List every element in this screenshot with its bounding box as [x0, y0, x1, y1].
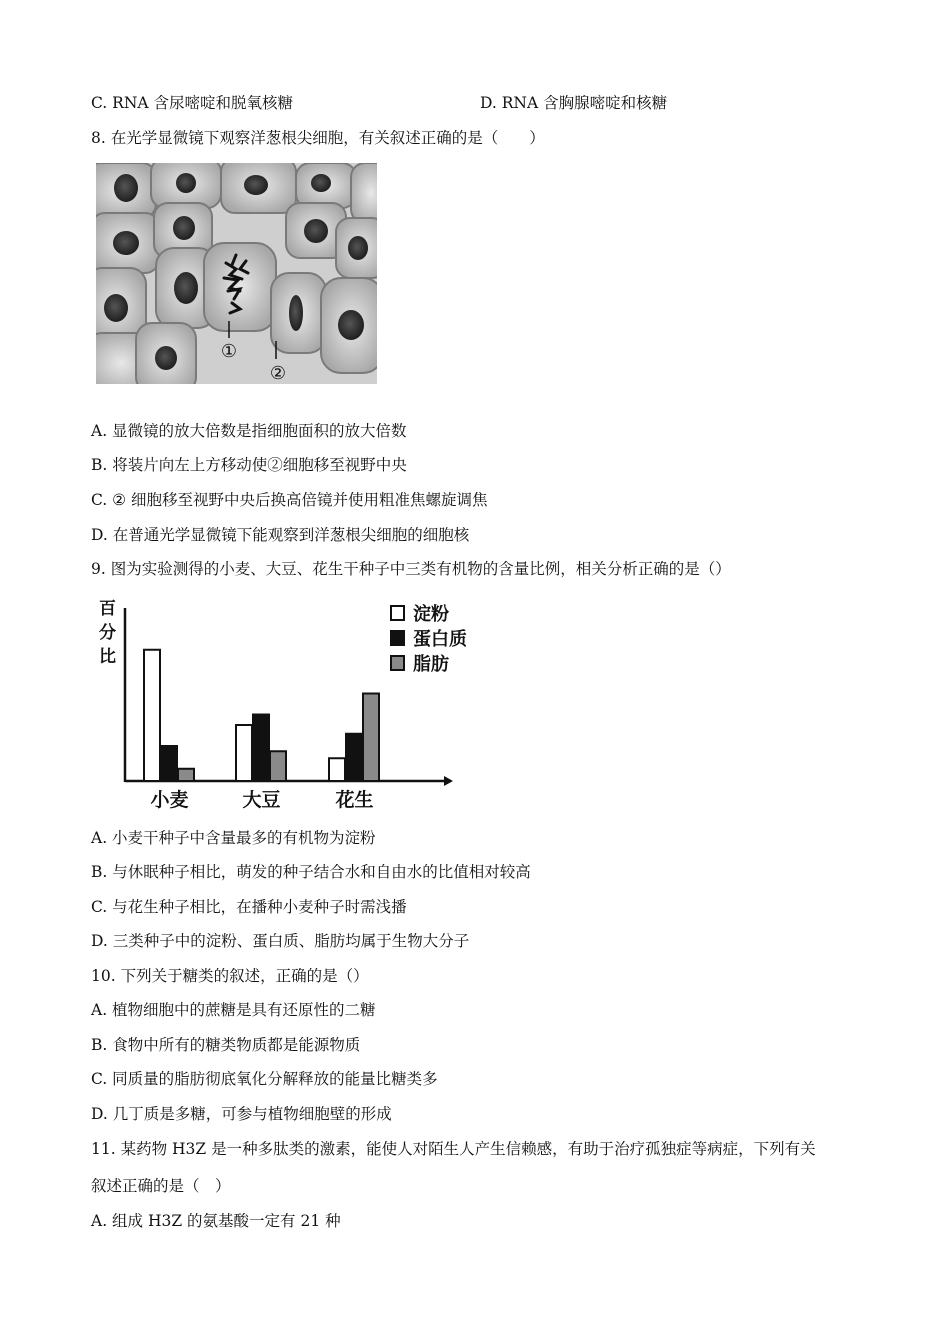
q11-stem-line1: 11. 某药物 H3Z 是一种多肽类的激素，能使人对陌生人产生信赖感，有助于治疗孤独症等病症，下列有关	[91, 1140, 816, 1158]
q10-option-a: A. 植物细胞中的蔗糖是具有还原性的二糖	[91, 1001, 376, 1019]
micrograph-image	[96, 163, 377, 384]
bar-2-0	[329, 758, 345, 781]
q10-option-b: B. 食物中所有的糖类物质都是能源物质	[91, 1036, 361, 1054]
bar-1-0	[236, 725, 252, 781]
bar-0-1	[161, 746, 177, 781]
q10-option-c: C. 同质量的脂肪彻底氧化分解释放的能量比糖类多	[91, 1070, 438, 1088]
bar-0-0	[144, 650, 160, 781]
legend-swatch	[391, 656, 404, 670]
y-axis-label: 百分比	[99, 599, 116, 667]
q9-option-d: D. 三类种子中的淀粉、蛋白质、脂肪均属于生物大分子	[91, 932, 470, 950]
x-tick-label: 花生	[335, 789, 374, 811]
legend-label: 蛋白质	[413, 629, 467, 650]
bar-2-1	[346, 734, 362, 781]
q7-option-c: C. RNA 含尿嘧啶和脱氧核糖	[91, 94, 294, 112]
x-tick-label: 大豆	[242, 789, 281, 811]
q11-stem-line2: 叙述正确的是（ ）	[91, 1177, 231, 1195]
figure-label-2: ②	[269, 363, 287, 384]
micrograph-onion-root-tip	[96, 163, 377, 384]
q10-option-d: D. 几丁质是多糖，可参与植物细胞壁的形成	[91, 1105, 392, 1123]
q8-option-b: B. 将装片向左上方移动使②细胞移至视野中央	[91, 456, 407, 474]
x-tick-label: 小麦	[150, 789, 189, 811]
x-axis-arrow	[444, 776, 453, 786]
bar-2-2	[363, 694, 379, 782]
q8-option-a: A. 显微镜的放大倍数是指细胞面积的放大倍数	[91, 422, 407, 440]
q11-option-a: A. 组成 H3Z 的氨基酸一定有 21 种	[91, 1212, 341, 1230]
legend-swatch	[391, 606, 404, 620]
seed-composition-chart	[96, 596, 496, 820]
bar-1-2	[270, 751, 286, 781]
q9-stem: 9. 图为实验测得的小麦、大豆、花生干种子中三类有机物的含量比例，相关分析正确的是（）	[91, 560, 731, 578]
chart-svg	[96, 596, 496, 816]
legend-label: 脂肪	[413, 654, 449, 675]
figure-label-1: ①	[220, 341, 238, 362]
bar-1-1	[253, 715, 269, 782]
q8-option-c: C. ② 细胞移至视野中央后换高倍镜并使用粗准焦螺旋调焦	[91, 491, 488, 509]
bar-0-2	[178, 769, 194, 781]
legend-swatch	[391, 631, 404, 645]
q10-stem: 10. 下列关于糖类的叙述，正确的是（）	[91, 967, 369, 985]
q7-option-d: D. RNA 含胸腺嘧啶和核糖	[480, 94, 668, 112]
legend-label: 淀粉	[413, 604, 449, 625]
q9-option-a: A. 小麦干种子中含量最多的有机物为淀粉	[91, 829, 376, 847]
q9-option-c: C. 与花生种子相比，在播种小麦种子时需浅播	[91, 898, 407, 916]
q9-option-b: B. 与休眠种子相比，萌发的种子结合水和自由水的比值相对较高	[91, 863, 531, 881]
q8-stem: 8. 在光学显微镜下观察洋葱根尖细胞，有关叙述正确的是（ ）	[91, 129, 545, 147]
q8-option-d: D. 在普通光学显微镜下能观察到洋葱根尖细胞的细胞核	[91, 526, 470, 544]
